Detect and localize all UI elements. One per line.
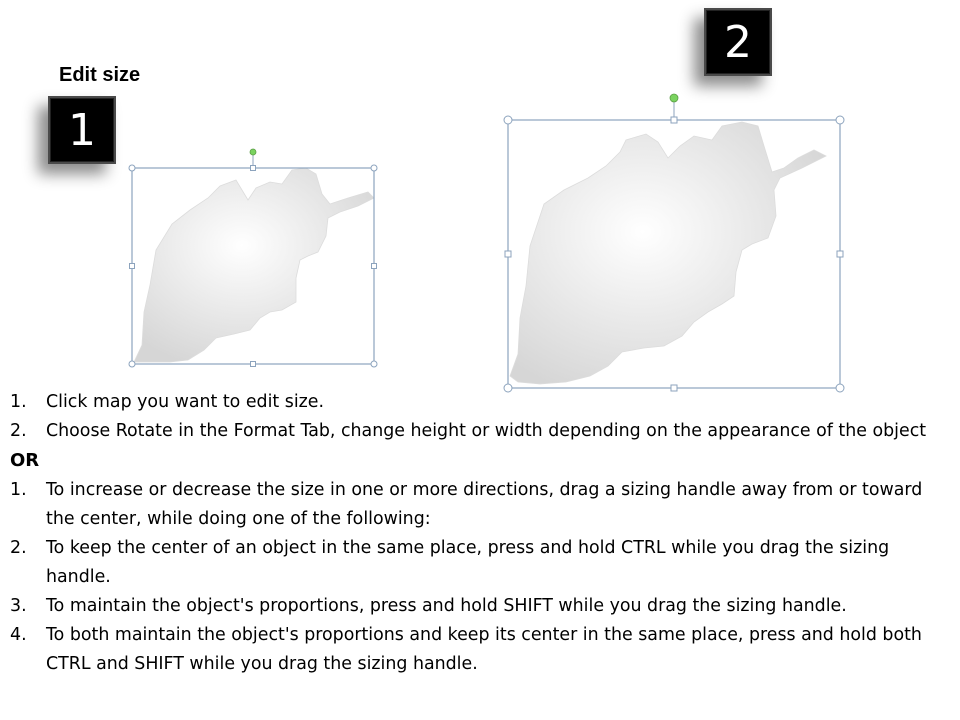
list-item [10,592,950,621]
list-item-text: To both maintain the object's proportions and keep its center in the same place, press and hold both CTRL and SHIFT while you drag the sizing handle. [46,625,922,674]
list-item [10,388,950,417]
steps-list-first [10,388,950,446]
list-item-number: 4. [10,625,27,645]
list-item-number: 3. [10,596,27,616]
list-item-text: To keep the center of an object in the same place, press and hold CTRL while you drag the sizing handle. [46,538,890,587]
rotate-handle[interactable] [670,94,678,102]
steps-list-second [10,476,950,679]
list-item-number: 1. [10,480,27,500]
list-item [10,621,950,679]
step-badge-2 [704,8,772,76]
step-badge-number: 2 [724,16,752,68]
sizing-handle-top-left[interactable] [504,116,512,124]
list-item-number: 1. [10,392,27,412]
list-item-number: 2. [10,538,27,558]
list-item-text: To increase or decrease the size in one or more directions, drag a sizing handle away from or toward the center, while doing one of the following: [46,480,923,529]
step-badge-number: 1 [68,104,96,156]
sizing-handle-top-right[interactable] [836,116,844,124]
step-badge-1 [48,96,116,164]
sizing-handle-bottom-left[interactable] [129,361,135,367]
list-item-text: Click map you want to edit size. [46,392,325,412]
list-item-text: To maintain the object's proportions, press and hold SHIFT while you drag the sizing handle. [46,596,847,616]
rotate-handle[interactable] [250,149,256,155]
sizing-handle-left[interactable] [130,264,135,269]
sizing-handle-right[interactable] [372,264,377,269]
list-item-number: 2. [10,421,27,441]
sizing-handle-top-left[interactable] [129,165,135,171]
list-item [10,534,950,592]
slide-title: Edit size [59,64,141,86]
instructions [10,388,950,679]
sizing-handle-right[interactable] [837,251,843,257]
sizing-handle-top[interactable] [671,117,677,123]
sizing-handle-bottom-right[interactable] [371,361,377,367]
map-shape-small[interactable] [120,140,390,380]
sizing-handle-top-right[interactable] [371,165,377,171]
sizing-handle-top[interactable] [251,166,256,171]
list-item [10,417,950,446]
map-shape-large[interactable] [496,86,856,402]
list-item [10,476,950,534]
afghanistan-map-icon[interactable] [134,168,374,362]
sizing-handle-left[interactable] [505,251,511,257]
or-label: OR [10,450,40,471]
list-item-text: Choose Rotate in the Format Tab, change height or width depending on the appearance of the object [46,421,927,441]
afghanistan-map-icon[interactable] [510,122,826,384]
sizing-handle-bottom[interactable] [251,362,256,367]
